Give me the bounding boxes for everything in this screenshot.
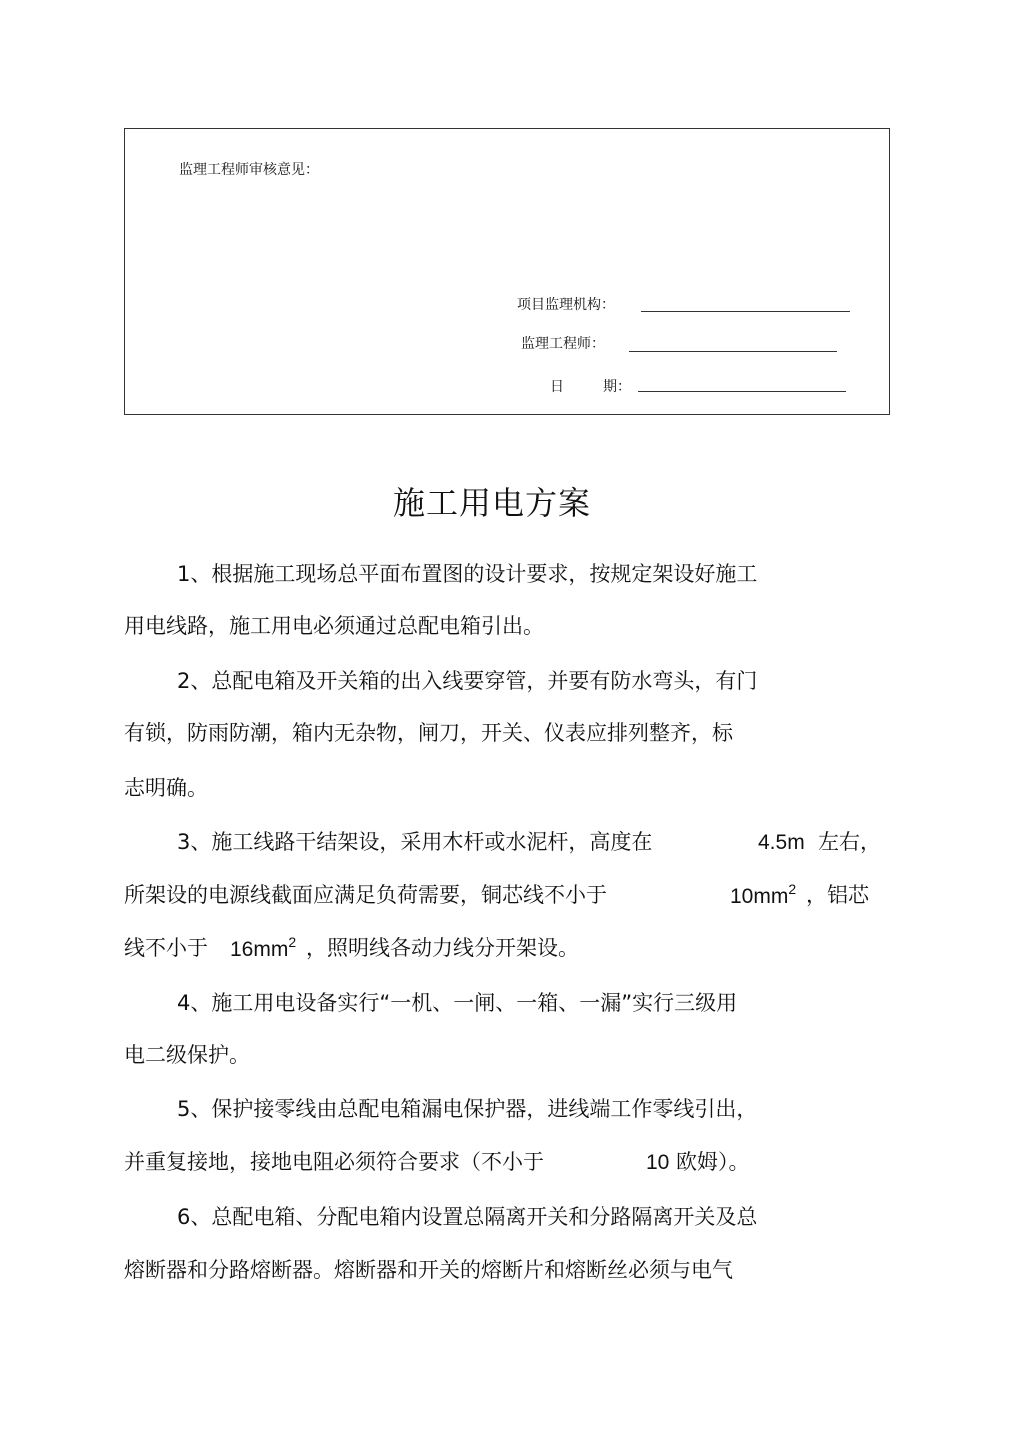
paragraph-3-line-2-end: ，铝芯 bbox=[806, 883, 869, 907]
paragraph-6-line-2: 熔断器和分路熔断器。熔断器和开关的熔断片和熔断丝必须与电气 bbox=[124, 1258, 733, 1282]
paragraph-4-line-2: 电二级保护。 bbox=[124, 1043, 250, 1067]
paragraph-5-resistance-value: 10 bbox=[646, 1151, 670, 1174]
review-title: 监理工程师审核意见： bbox=[179, 162, 319, 178]
paragraph-3-aluminum-value bbox=[230, 935, 296, 965]
org-label: 项目监理机构： bbox=[517, 297, 615, 313]
paragraph-3-line-3-text: 线不小于 bbox=[124, 936, 208, 960]
paragraph-3-line-3-end: ，照明线各动力线分开架设。 bbox=[306, 936, 579, 960]
date-signature-line bbox=[638, 391, 846, 392]
paragraph-2-line-3: 志明确。 bbox=[124, 776, 208, 800]
paragraph-5-line-1: 5、保护接零线由总配电箱漏电保护器，进线端工作零线引出， bbox=[177, 1097, 758, 1121]
aluminum-size: 16mm bbox=[230, 938, 289, 961]
document-title: 施工用电方案 bbox=[392, 484, 591, 522]
date-label-day: 日 bbox=[550, 379, 564, 395]
paragraph-3-line-1-end: 左右， bbox=[818, 830, 881, 854]
paragraph-3-line-1-text: 3、施工线路干结架设，采用木杆或水泥杆，高度在 bbox=[177, 830, 653, 854]
copper-size-exponent: 2 bbox=[788, 881, 797, 897]
aluminum-size-exponent: 2 bbox=[288, 934, 297, 950]
engineer-label: 监理工程师： bbox=[521, 336, 605, 352]
paragraph-4-line-1: 4、施工用电设备实行“一机、一闸、一箱、一漏”实行三级用 bbox=[177, 991, 738, 1015]
paragraph-2-line-1: 2、总配电箱及开关箱的出入线要穿管，并要有防水弯头，有门 bbox=[177, 669, 758, 693]
paragraph-6-line-1: 6、总配电箱、分配电箱内设置总隔离开关和分路隔离开关及总 bbox=[177, 1205, 758, 1229]
copper-size: 10mm bbox=[730, 885, 789, 908]
date-label-period: 期： bbox=[603, 379, 631, 395]
paragraph-3-height-value: 4.5m bbox=[758, 831, 805, 854]
paragraph-3-copper-value bbox=[730, 882, 796, 912]
engineer-signature-line bbox=[629, 351, 837, 352]
paragraph-3-line-2-text: 所架设的电源线截面应满足负荷需要，铜芯线不小于 bbox=[124, 883, 607, 907]
paragraph-2-line-2: 有锁，防雨防潮，箱内无杂物，闸刀，开关、仪表应排列整齐，标 bbox=[124, 721, 733, 745]
paragraph-1-line-2: 用电线路，施工用电必须通过总配电箱引出。 bbox=[124, 614, 544, 638]
paragraph-1-line-1: 1、根据施工现场总平面布置图的设计要求，按规定架设好施工 bbox=[177, 562, 758, 586]
supervisor-review-box bbox=[124, 128, 890, 415]
paragraph-5-line-2-text: 并重复接地，接地电阻必须符合要求（不小于 bbox=[124, 1150, 544, 1174]
paragraph-5-line-2-end: 欧姆）。 bbox=[676, 1150, 750, 1174]
org-signature-line bbox=[641, 311, 850, 312]
